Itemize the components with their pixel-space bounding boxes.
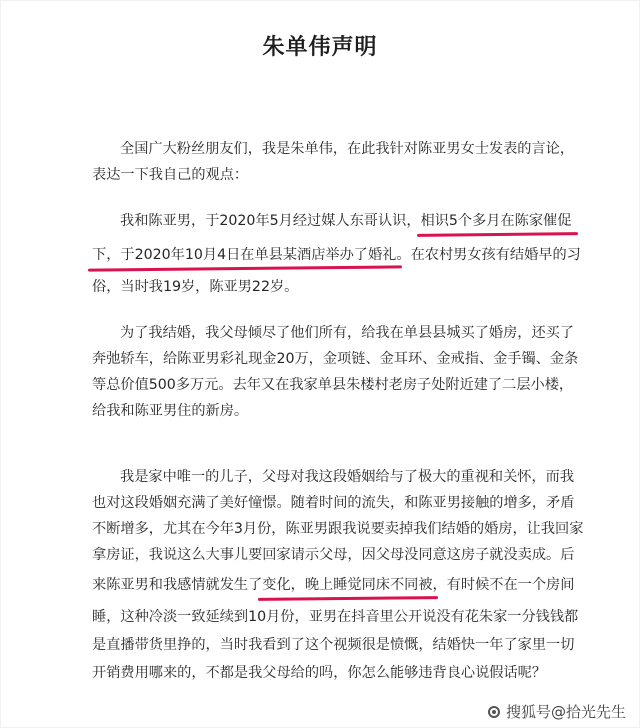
text-line: 也对这段婚姻充满了美好憧憬。随着时间的流失，和陈亚男接触的增多，矛盾 xyxy=(92,495,575,511)
underlined-text: 下，于2020年10月4日在单县某酒店举办了婚礼 xyxy=(92,247,397,263)
text-segment: 来陈亚男和我感情就发生了 xyxy=(92,577,263,593)
watermark-text: 搜狐号@拾光先生 xyxy=(505,703,626,721)
text-line: 奔弛轿车，给陈亚男彩礼现金20万，金项链、金耳环、金戒指、金手镯、金条 xyxy=(92,351,579,367)
sohu-logo-icon xyxy=(488,706,500,718)
text-line: 为了我结婚，我父母倾尽了他们所有，给我在单县县城买了婚房，还买了 xyxy=(120,325,575,341)
text-line: 拿房证，我说这么大事儿要回家请示父母，因父母没同意这房子就没卖成。后 xyxy=(92,547,575,563)
watermark xyxy=(484,699,630,724)
text-line: 睡，这种冷淡一致延续到10月份，亚男在抖音里公开说没有花朱家一分钱钱都 xyxy=(92,609,579,625)
text-line xyxy=(92,246,581,264)
text-segment: 我和陈亚男，于2020年5月经过媒人东哥认识， xyxy=(120,213,421,229)
text-line: 全国广大粉丝朋友们，我是朱单伟，在此我针对陈亚男女士发表的言论， xyxy=(120,141,575,157)
text-line: 等总价值500多万元。去年又在我家单县朱楼村老房子处附近建了二层小楼， xyxy=(92,377,574,393)
text-line: 表达一下我自己的观点： xyxy=(92,167,249,183)
text-line: 俗，当时我19岁，陈亚男22岁。 xyxy=(92,279,299,295)
page-title: 朱单伟声明 xyxy=(262,35,378,60)
underlined-text: 变化，晚上睡觉同床不同被 xyxy=(262,577,433,593)
text-segment: 。在农村男女孩有结婚早的习 xyxy=(396,247,581,263)
text-line xyxy=(92,576,574,594)
text-segment: ，有时候不在一个房间 xyxy=(432,577,575,593)
text-line: 给我和陈亚男住的新房。 xyxy=(92,403,249,419)
text-line: 开销费用哪来的，不都是我父母给的吗，你怎么能够违背良心说假话呢？ xyxy=(92,665,547,681)
text-line: 不断增多，尤其在今年3月份，陈亚男跟我说要卖掉我们结婚的婚房，让我回家 xyxy=(92,521,584,537)
text-line: 是直播带货里挣的，当时我看到了这个视频很是愤慨，结婚快一年了家里一切 xyxy=(92,637,575,653)
text-line xyxy=(120,212,571,230)
underlined-text: 相识5个多月在陈家催促 xyxy=(420,213,572,229)
text-line: 我是家中唯一的儿子，父母对我这段婚姻给与了极大的重视和关怀，而我 xyxy=(120,469,575,485)
